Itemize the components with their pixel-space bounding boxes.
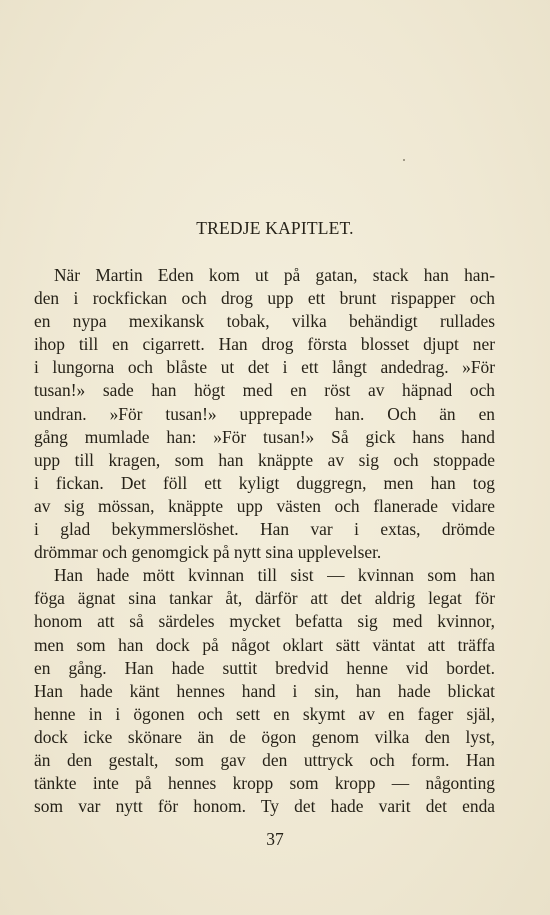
text-line: drömmar och genomgick på nytt sina upplevelser. — [34, 542, 382, 563]
text-line: henne in i ögonen och sett en skymt av en fager själ, — [34, 703, 495, 724]
text-line: en nypa mexikansk tobak, vilka behändigt rullades — [34, 311, 495, 332]
text-line: men som han dock på något oklart sätt väntat att träffa — [34, 634, 495, 655]
text-line: upp till kragen, som han knäppte av sig och stoppade — [34, 449, 495, 470]
paper-speck — [403, 159, 405, 161]
text-line: en gång. Han hade suttit bredvid henne vid bordet. — [34, 657, 495, 678]
text-line: tänkte inte på hennes kropp som kropp — någonting — [34, 773, 495, 794]
text-line: i glad bekymmerslöshet. Han var i extas, drömde — [34, 519, 495, 540]
text-line: dock icke skönare än de ögon genom vilka den lyst, — [34, 726, 495, 747]
text-line: i lungorna och blåste ut det i ett långt andedrag. »För — [34, 357, 495, 378]
page-number: 37 — [266, 829, 284, 849]
text-line: av sig mössan, knäppte upp västen och flanerade vidare — [34, 495, 495, 516]
text-line: i fickan. Det föll ett kyligt duggregn, men han tog — [34, 472, 495, 493]
text-line: som var nytt för honom. Ty det hade varit det enda — [34, 796, 495, 817]
text-line: tusan!» sade han högt med en röst av häpnad och — [34, 380, 495, 401]
text-line: honom att så särdeles mycket befatta sig med kvinnor, — [34, 611, 495, 632]
text-line: föga ägnat sina tankar åt, därför att det aldrig legat för — [34, 588, 495, 609]
text-line: den i rockfickan och drog upp ett brunt rispapper och — [34, 288, 495, 309]
text-line: När Martin Eden kom ut på gatan, stack han han- — [54, 265, 495, 285]
text-line: Han hade känt hennes hand i sin, han hade blickat — [34, 680, 495, 701]
text-line: gång mumlade han: »För tusan!» Så gick hans hand — [34, 426, 495, 447]
text-line: än den gestalt, som gav den uttryck och form. Han — [34, 749, 495, 770]
text-line: undran. »För tusan!» upprepade han. Och än en — [34, 403, 495, 424]
text-line: ihop till en cigarrett. Han drog första blosset djupt ner — [34, 334, 495, 355]
chapter-title: TREDJE KAPITLET. — [196, 218, 354, 238]
text-line: Han hade mött kvinnan till sist — kvinnan som han — [54, 565, 495, 586]
body-text — [34, 264, 495, 818]
